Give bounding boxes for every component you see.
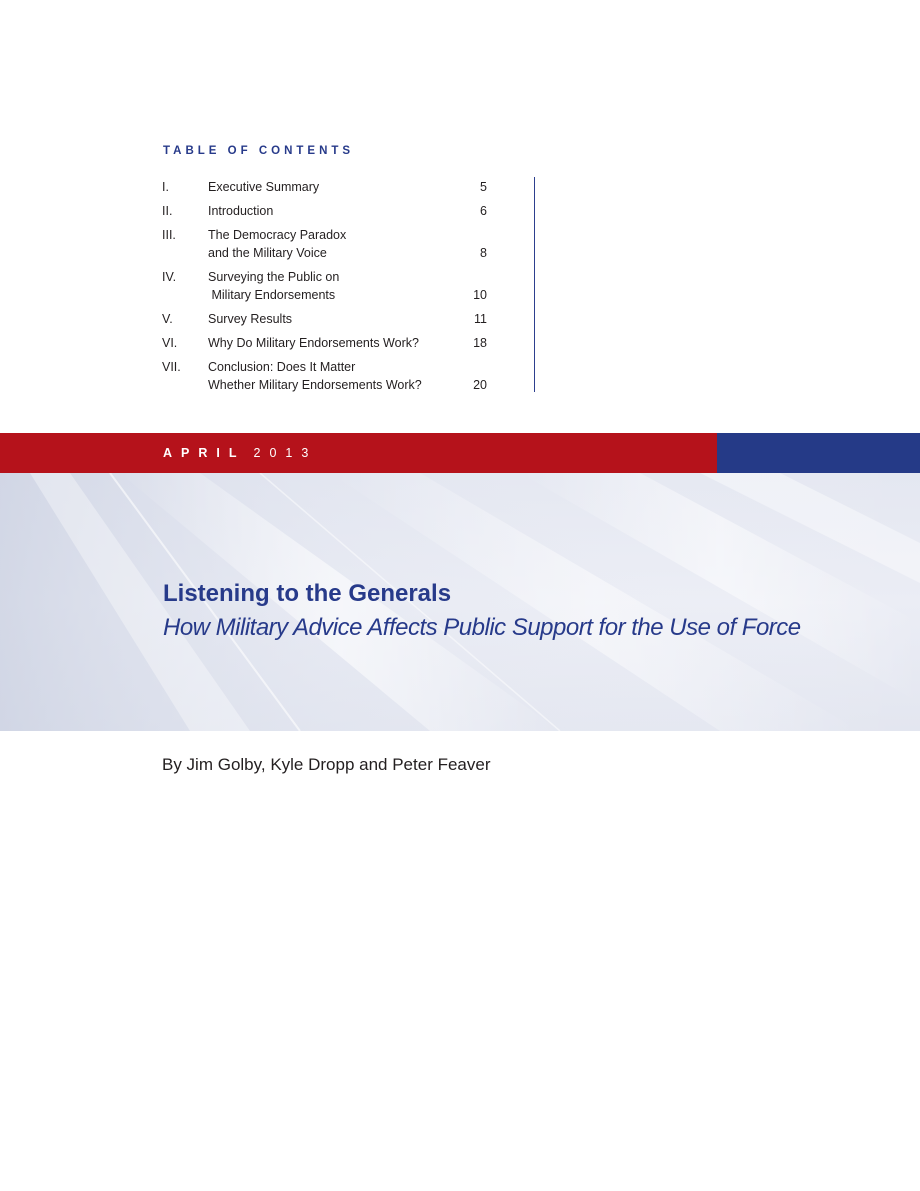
- toc-entry-page: 18: [473, 336, 487, 350]
- toc-entry-title-line: Introduction: [208, 204, 274, 218]
- toc-entry-page: 8: [480, 246, 487, 260]
- toc-entry-title: [208, 202, 448, 220]
- toc-entry-title-line: Surveying the Public on: [208, 270, 340, 284]
- toc-entry-page: 5: [480, 180, 487, 194]
- toc-entry-title-line: Whether Military Endorsements Work?: [208, 378, 422, 392]
- report-subtitle: How Military Advice Affects Public Support for the Use of Force: [163, 614, 801, 641]
- toc-entry-title-line: Military Endorsements: [208, 288, 336, 302]
- toc-entry-title: [208, 178, 448, 196]
- hero-background-graphic: [0, 473, 920, 731]
- toc-entry-number: III.: [162, 228, 176, 242]
- toc-divider-rule: [534, 177, 535, 392]
- toc-entry-number: II.: [162, 204, 173, 218]
- publication-year: 2013: [253, 446, 318, 460]
- toc-entry: [162, 226, 492, 262]
- hero-banner: [0, 473, 920, 731]
- toc-entry-title: [208, 310, 448, 328]
- publication-date: [163, 446, 317, 460]
- toc-entry-title-line: Conclusion: Does It Matter: [208, 360, 356, 374]
- toc-entry: [162, 334, 492, 352]
- date-band: [0, 433, 717, 473]
- toc-entry-page: 10: [473, 288, 487, 302]
- toc-entry-title-line: Why Do Military Endorsements Work?: [208, 336, 419, 350]
- toc-entry-number: VI.: [162, 336, 178, 350]
- toc-entry-number: I.: [162, 180, 169, 194]
- toc-entry: [162, 268, 492, 304]
- toc-entry: [162, 310, 492, 328]
- toc-entry-title: [208, 268, 448, 304]
- toc-entry-page: 6: [480, 204, 487, 218]
- table-of-contents: [162, 178, 492, 400]
- toc-entry: [162, 178, 492, 196]
- toc-entry-page: 11: [474, 312, 487, 326]
- report-authors: By Jim Golby, Kyle Dropp and Peter Feaver: [162, 755, 491, 774]
- toc-entry-title-line: Survey Results: [208, 312, 293, 326]
- toc-entry-number: VII.: [162, 360, 181, 374]
- publication-month: APRIL: [163, 446, 246, 460]
- toc-entry-title-line: and the Military Voice: [208, 246, 327, 260]
- report-title: Listening to the Generals: [163, 580, 452, 607]
- toc-entry-title-line: The Democracy Paradox: [208, 228, 347, 242]
- toc-entry-number: IV.: [162, 270, 177, 284]
- toc-entry-page: 20: [473, 378, 487, 392]
- toc-heading: TABLE OF CONTENTS: [163, 145, 355, 157]
- date-band-accent: [717, 433, 920, 473]
- toc-entry-title: [208, 226, 448, 262]
- toc-entry: [162, 202, 492, 220]
- toc-entry-title: [208, 358, 448, 394]
- toc-entry-title: [208, 334, 448, 352]
- toc-entry-title-line: Executive Summary: [208, 180, 320, 194]
- toc-entry-number: V.: [162, 312, 173, 326]
- toc-entry: [162, 358, 492, 394]
